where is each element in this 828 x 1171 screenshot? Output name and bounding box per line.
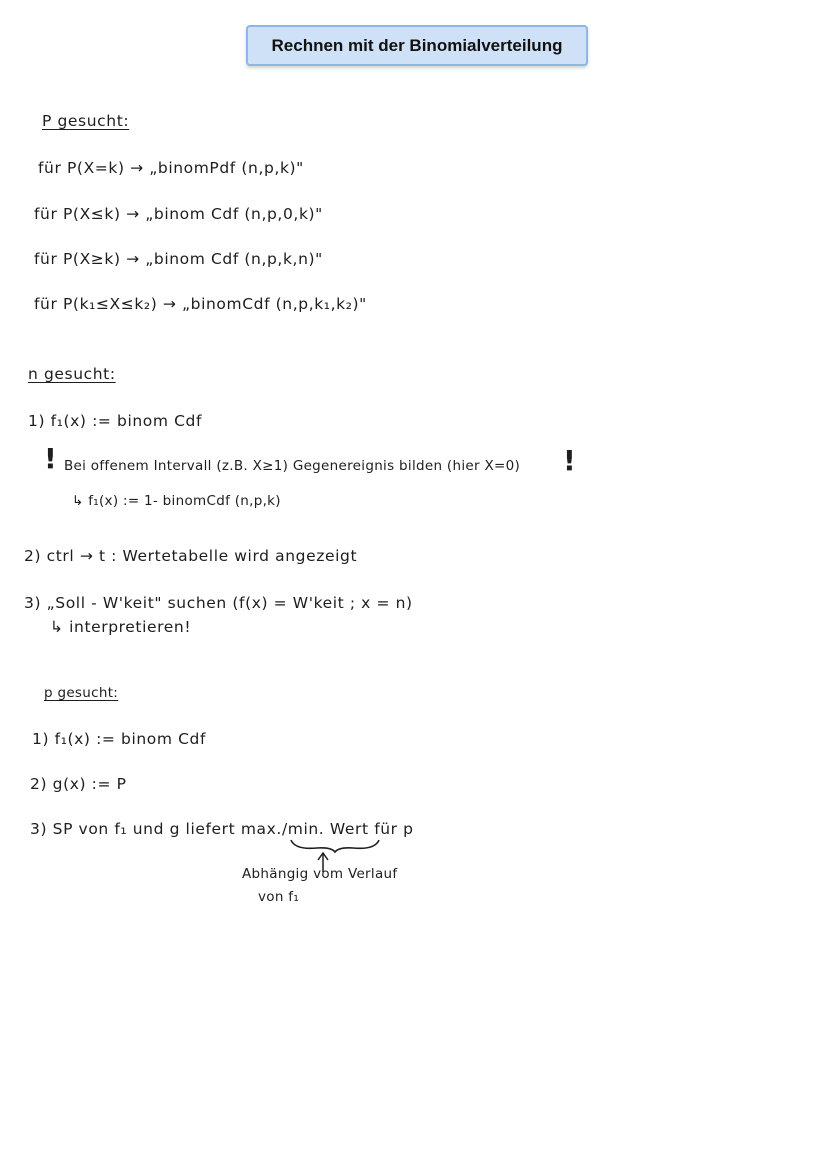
step-3: 3) „Soll - W'keit" suchen (f(x) = W'keit ; x = n)	[24, 594, 413, 612]
annotation-line-1: Abhängig vom Verlauf	[242, 866, 398, 882]
section-heading-n-search: n gesucht:	[28, 365, 116, 383]
exclamation-right-icon: !	[563, 444, 576, 477]
page-title: Rechnen mit der Binomialverteilung	[246, 25, 588, 66]
formula-line: für P(X≥k) → „binom Cdf (n,p,k,n)"	[34, 250, 323, 268]
formula-line: für P(X=k) → „binomPdf (n,p,k)"	[38, 159, 304, 177]
exclamation-left-icon: !	[44, 442, 57, 475]
formula-line: für P(k₁≤X≤k₂) → „binomCdf (n,p,k₁,k₂)"	[34, 295, 367, 313]
step-1: 1) f₁(x) := binom Cdf	[28, 412, 203, 430]
section-heading-p-search: P gesucht:	[42, 112, 130, 130]
section-heading-p-small-search: p gesucht:	[44, 685, 119, 701]
note-text: Bei offenem Intervall (z.B. X≥1) Gegenereignis bilden (hier X=0)	[64, 458, 521, 474]
step-3-text: 3) SP von f₁ und g liefert	[30, 820, 241, 838]
step-3-text-end: Wert für p	[324, 820, 414, 838]
annotation-line-2: von f₁	[258, 889, 300, 905]
step-2: 2) g(x) := P	[30, 775, 127, 793]
step-1: 1) f₁(x) := binom Cdf	[32, 730, 207, 748]
step-3-sub: ↳ interpretieren!	[50, 618, 192, 636]
max-min-mark: max./min.	[240, 820, 325, 838]
formula-line: für P(X≤k) → „binom Cdf (n,p,0,k)"	[34, 205, 323, 223]
step-2: 2) ctrl → t : Wertetabelle wird angezeigt	[24, 547, 358, 565]
step-3	[30, 820, 414, 838]
note-result: ↳ f₁(x) := 1- binomCdf (n,p,k)	[72, 493, 281, 509]
